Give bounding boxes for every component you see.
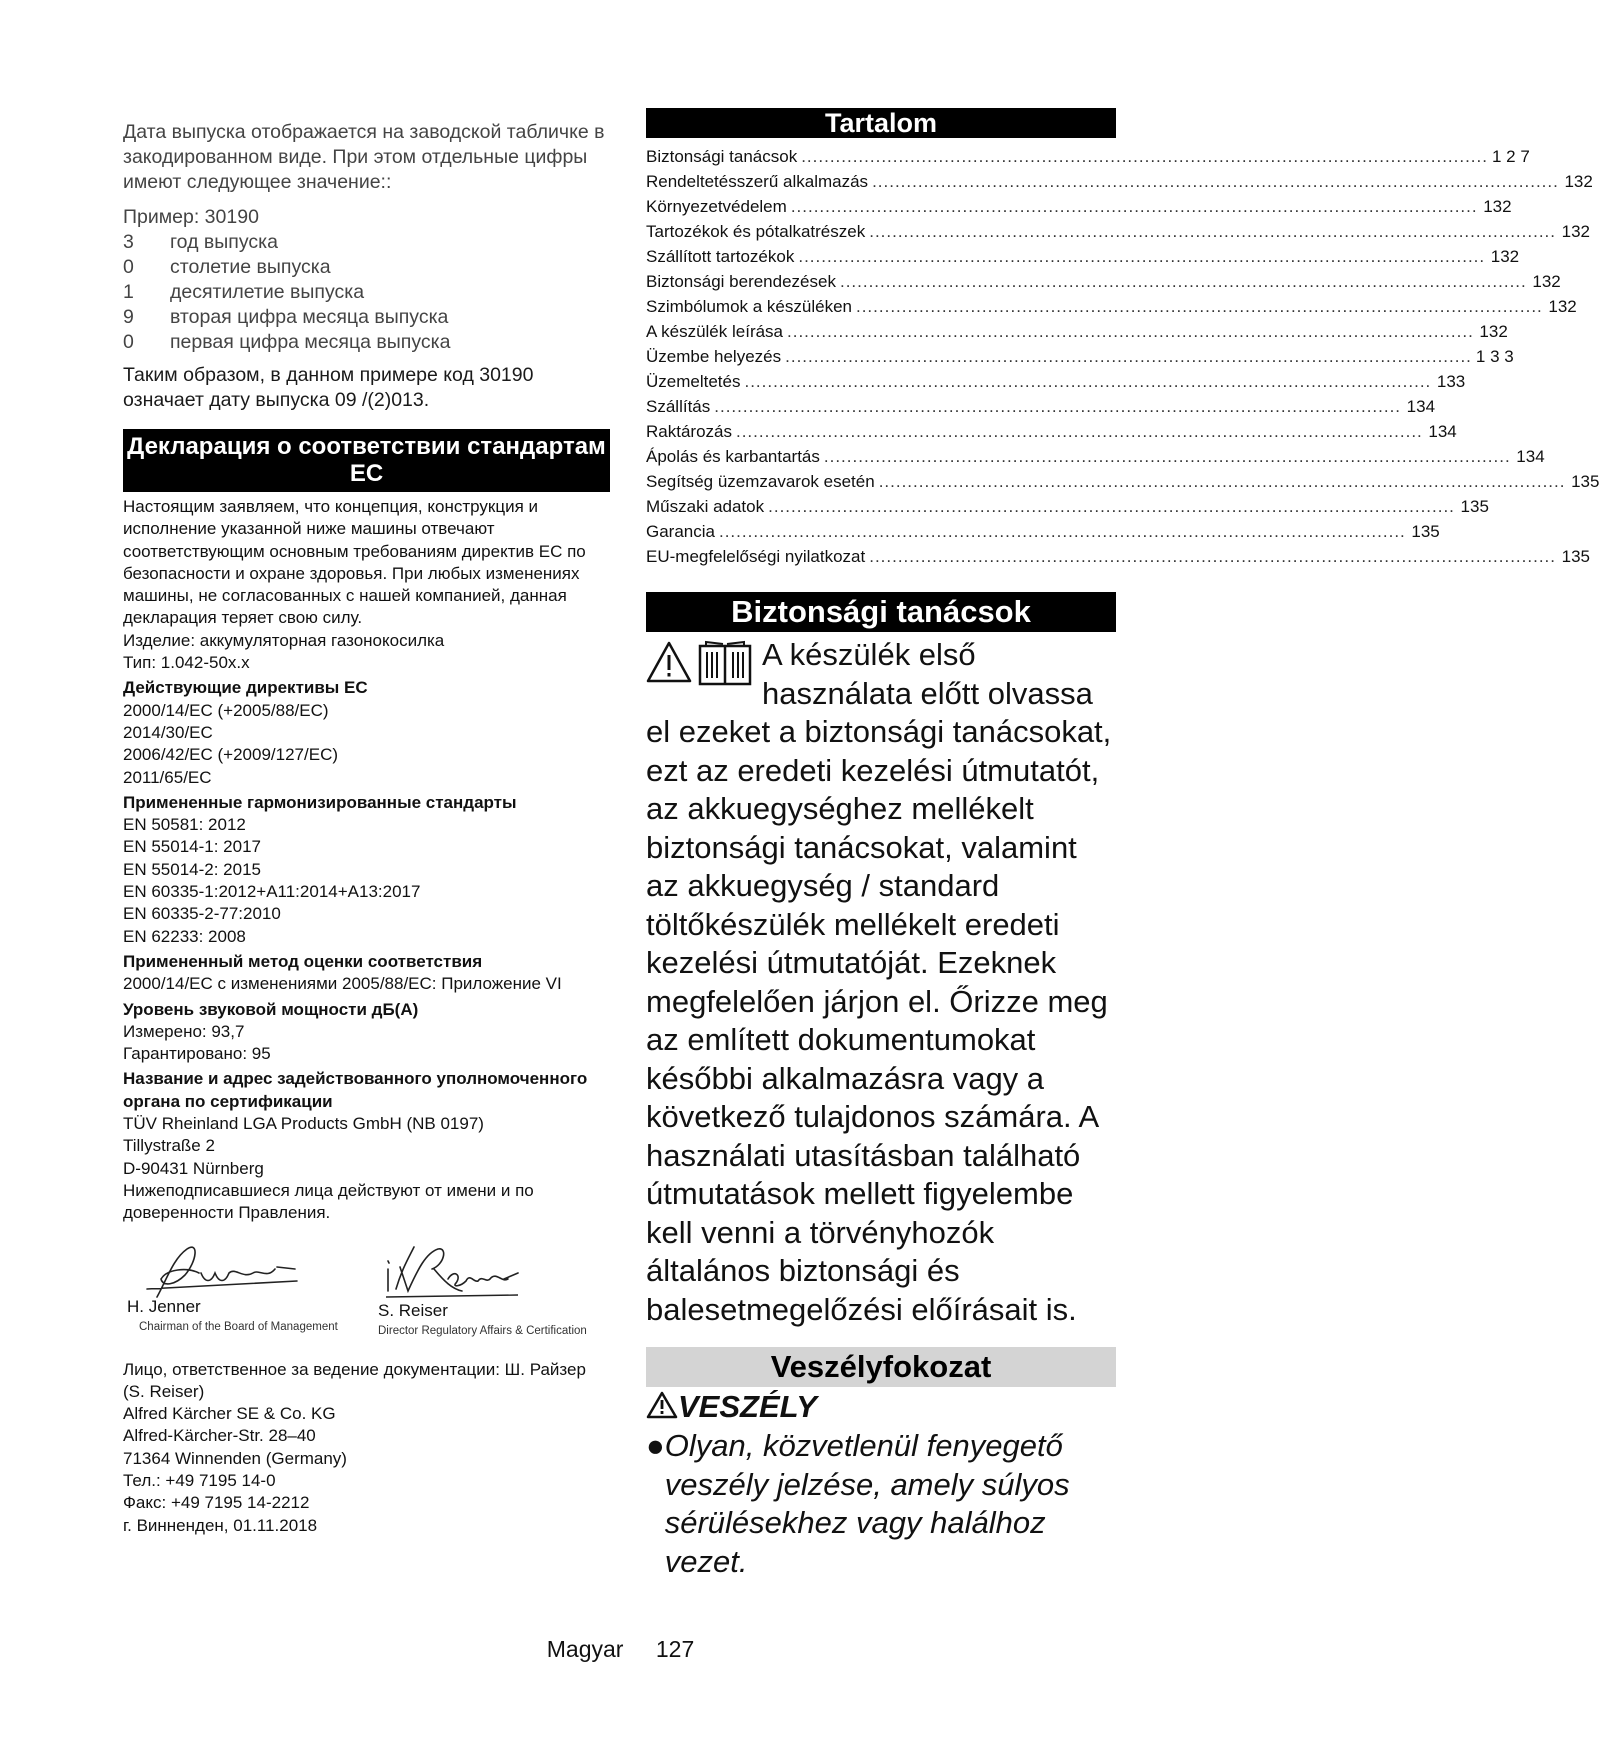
signature-reiser (378, 1239, 587, 1337)
code-summary: Таким образом, в данном примере код 30190 означает дату выпуска 09 /(2)013. (123, 364, 534, 411)
toc-leader: ........................................................................................................................ (869, 222, 1556, 241)
toc-leader: ........................................................................................................................ (869, 547, 1556, 566)
sound-guaranteed: Гарантировано: 95 (123, 1044, 271, 1064)
toc-page: 135 (1561, 547, 1590, 566)
code-digit: 1 (123, 281, 134, 303)
toc-entry (646, 544, 1590, 569)
toc-label: Üzembe helyezés (646, 347, 782, 366)
declaration-heading: Декларация о соответствии стандартам ЕС (123, 429, 610, 492)
toc-leader: ........................................................................................................................ (823, 447, 1511, 466)
signer-1-title: Chairman of the Board of Management (139, 1320, 338, 1333)
toc-entry (646, 469, 1599, 494)
toc-label: Segítség üzemzavarok esetén (646, 472, 875, 491)
notified-body-heading: Название и адрес задействованного уполномоченного органа по сертификации (123, 1069, 588, 1111)
read-manual-book-icon (698, 640, 752, 688)
toc-page: 132 (1490, 247, 1520, 266)
toc-page: 135 (1571, 472, 1599, 491)
signatories-note: Нижеподписавшиеся лица действуют от имени и по доверенности Правления. (123, 1180, 534, 1223)
toc-leader: ........................................................................................................................ (744, 372, 1432, 391)
product-line: Изделие: аккумуляторная газонокосилка (123, 630, 445, 650)
intro-paragraph-1: Дата выпуска отображается на заводской табличке в закодированном виде. При этом отдельные цифры имеют следующее значение:: (123, 121, 605, 193)
toc-label: Ápolás és karbantartás (646, 447, 820, 466)
sound-heading: Уровень звуковой мощности дБ(A) (123, 999, 419, 1019)
standard-item: EN 62233: 2008 (123, 926, 246, 946)
toc-page: 135 (1411, 522, 1440, 541)
documentation-contact (123, 1359, 610, 1537)
standard-item: EN 60335-2-77:2010 (123, 904, 281, 924)
signature-jenner (127, 1239, 338, 1333)
toc-leader: ........................................................................................................................ (768, 497, 1455, 516)
address-line: D-90431 Nürnberg (123, 1158, 264, 1178)
code-meaning: год выпуска (170, 231, 278, 253)
notified-body-address (123, 1113, 610, 1180)
toc-entry (646, 269, 1561, 294)
signer-2-name: S. Reiser (378, 1300, 448, 1320)
code-row (123, 305, 610, 330)
code-digit: 0 (123, 256, 134, 278)
toc-leader: ........................................................................................................................ (785, 347, 1472, 366)
toc-page: 133 (1436, 372, 1466, 391)
toc-entry (646, 294, 1577, 319)
signature-jenner-scribble (127, 1239, 307, 1305)
toc-page: 135 (1460, 497, 1489, 516)
code-digit: 9 (123, 306, 134, 328)
toc-label: Raktározás (646, 422, 732, 441)
toc-label: EU-megfelelőségi nyilatkozat (646, 547, 866, 566)
toc-entry (646, 194, 1512, 219)
signer-2-title: Director Regulatory Affairs & Certification (378, 1324, 587, 1337)
code-meaning: первая цифра месяца выпуска (170, 331, 451, 353)
toc-entry (646, 219, 1590, 244)
toc-page: 1 3 3 (1475, 347, 1514, 366)
contact-line: г. Винненден, 01.11.2018 (123, 1515, 318, 1535)
footer-language: Magyar (546, 1636, 624, 1662)
page-footer (0, 1636, 1241, 1663)
toc-label: Szállított tartozékok (646, 247, 795, 266)
code-digit: 0 (123, 331, 134, 353)
warning-triangle-icon (646, 640, 692, 684)
code-digit: 3 (123, 231, 134, 253)
toc-leader: ........................................................................................................................ (798, 247, 1486, 266)
signer-1-name: H. Jenner (127, 1296, 201, 1316)
toc-label: Szállítás (646, 397, 711, 416)
toc-entry (646, 494, 1489, 519)
toc-page: 134 (1516, 447, 1545, 466)
danger-definition-text: Olyan, közvetlenül fenyegető veszély jelzése, amely súlyos sérülésekhez vagy halálhoz vezet. (664, 1428, 1070, 1579)
left-column (123, 120, 610, 1537)
standard-item: EN 55014-2: 2015 (123, 859, 261, 879)
toc-page: 134 (1406, 397, 1436, 416)
directive-item: 2006/42/EC (+2009/127/EC) (123, 745, 339, 765)
method-heading: Примененный метод оценки соответствия (123, 951, 483, 971)
toc-entry (646, 144, 1530, 169)
declaration-body (123, 496, 610, 1225)
standards-heading: Примененные гармонизированные стандарты (123, 792, 517, 812)
standards-list (123, 814, 610, 948)
code-row (123, 280, 610, 305)
contact-line: Тел.: +49 7195 14-0 (123, 1470, 276, 1490)
signature-reiser-scribble (378, 1239, 528, 1305)
contact-line: 71364 Winnenden (Germany) (123, 1448, 347, 1468)
toc-page: 132 (1548, 297, 1577, 316)
toc-entry (646, 169, 1593, 194)
safety-text: A készülék első használata előtt olvassa el ezeket a biztonsági tanácsokat, ezt az eredeti kezelési útmutatót, az akkuegységhez mellékelt biztonsági tanácsokat, valamint az akkuegység / standard töltőkészülék mellékelt eredeti kezelési útmutatóját. Ezeknek megfelelően járjon el. Őrizze meg az említett dokumentumokat későbbi alkalmazásra vagy a következő tulajdonos számára. A használati utasításban található útmutatások mellett figyelembe kell venni a törvényhozók általános biztonsági és balesetmegelőzési előírásait is. (646, 637, 1112, 1327)
standard-item: EN 60335-1:2012+A11:2014+A13:2017 (123, 882, 421, 902)
toc-entry (646, 419, 1457, 444)
signature-block (123, 1239, 610, 1359)
toc-heading: Tartalom (646, 108, 1116, 138)
standard-item: EN 50581: 2012 (123, 815, 246, 835)
page-number: 127 (655, 1636, 695, 1662)
directive-item: 2000/14/EC (+2005/88/EC) (123, 700, 329, 720)
contact-line: Лицо, ответственное за ведение документации: Ш. Райзер (S. Reiser) (123, 1359, 586, 1401)
toc-leader: ........................................................................................................................ (718, 522, 1406, 541)
danger-label-text: VESZÉLY (678, 1389, 817, 1424)
toc-page: 132 (1564, 172, 1593, 191)
code-list (123, 230, 610, 355)
danger-triangle-icon (646, 1391, 678, 1419)
directive-item: 2011/65/EC (123, 767, 212, 787)
toc-entry (646, 319, 1508, 344)
contact-line: Факс: +49 7195 14-2212 (123, 1493, 310, 1513)
toc-leader: ........................................................................................................................ (839, 272, 1527, 291)
toc-label: Biztonsági berendezések (646, 272, 836, 291)
toc-label: A készülék leírása (646, 322, 784, 341)
type-line: Тип: 1.042-50x.x (123, 653, 250, 673)
safety-instructions (646, 636, 1116, 1329)
toc-entry (646, 369, 1466, 394)
toc-label: Garancia (646, 522, 715, 541)
toc-label: Biztonsági tanácsok (646, 147, 798, 166)
toc-leader: ........................................................................................................................ (790, 197, 1478, 216)
directives-list (123, 700, 610, 789)
toc-label: Tartozékok és pótalkatrészek (646, 222, 866, 241)
toc-page: 132 (1483, 197, 1512, 216)
toc-leader: ........................................................................................................................ (787, 322, 1474, 341)
hazard-level-heading: Veszélyfokozat (646, 1347, 1116, 1387)
toc-entry (646, 394, 1436, 419)
toc-entry (646, 344, 1514, 369)
toc-leader: ........................................................................................................................ (872, 172, 1559, 191)
date-code-explanation (123, 120, 610, 413)
danger-definition (646, 1427, 1116, 1581)
toc-leader: ........................................................................................................................ (714, 397, 1402, 416)
toc-leader: ........................................................................................................................ (801, 147, 1488, 166)
toc-leader: ........................................................................................................................ (878, 472, 1566, 491)
toc-page: 134 (1428, 422, 1457, 441)
safety-heading: Biztonsági tanácsok (646, 592, 1116, 632)
code-row (123, 230, 610, 255)
contact-line: Alfred Kärcher SE & Co. KG (123, 1404, 336, 1424)
toc-label: Környezetvédelem (646, 197, 787, 216)
toc-label: Szimbólumok a készüléken (646, 297, 852, 316)
toc-leader: ........................................................................................................................ (855, 297, 1543, 316)
toc-entry (646, 244, 1520, 269)
toc-page: 132 (1479, 322, 1508, 341)
danger-label (646, 1387, 1116, 1427)
right-column (646, 108, 1599, 1581)
toc-entry (646, 519, 1440, 544)
contact-line: Alfred-Kärcher-Str. 28–40 (123, 1426, 316, 1446)
toc-page: 132 (1561, 222, 1590, 241)
toc-page: 1 2 7 (1491, 147, 1530, 166)
toc-entry (646, 444, 1545, 469)
code-row (123, 255, 610, 280)
code-meaning: вторая цифра месяца выпуска (170, 306, 449, 328)
standard-item: EN 55014-1: 2017 (123, 837, 261, 857)
address-line: Tillystraße 2 (123, 1136, 215, 1156)
toc-label: Rendeltetésszerű alkalmazás (646, 172, 869, 191)
code-row (123, 330, 610, 355)
directive-item: 2014/30/EC (123, 722, 213, 742)
bullet-icon: ● (646, 1428, 665, 1463)
example-code: Пример: 30190 (123, 206, 259, 228)
method-text: 2000/14/EC с изменениями 2005/88/EC: Приложение VI (123, 974, 562, 994)
toc-leader: ........................................................................................................................ (735, 422, 1423, 441)
directives-heading: Действующие директивы ЕС (123, 678, 368, 698)
toc-label: Műszaki adatok (646, 497, 765, 516)
address-line: TÜV Rheinland LGA Products GmbH (NB 0197) (123, 1114, 484, 1134)
sound-measured: Измерено: 93,7 (123, 1021, 245, 1041)
toc-page: 132 (1532, 272, 1561, 291)
toc-label: Üzemeltetés (646, 372, 741, 391)
table-of-contents (646, 144, 1599, 569)
code-meaning: столетие выпуска (170, 256, 331, 278)
safety-icons (646, 640, 752, 688)
code-meaning: десятилетие выпуска (170, 281, 365, 303)
declaration-text: Настоящим заявляем, что концепция, конструкция и исполнение указанной ниже машины отвечают соответствующим основным требованиям директив ЕС по безопасности и охране здоровья. При любых изменениях машины, не согласованных с нашей компанией, данная декларация теряет свою силу. (123, 497, 586, 628)
